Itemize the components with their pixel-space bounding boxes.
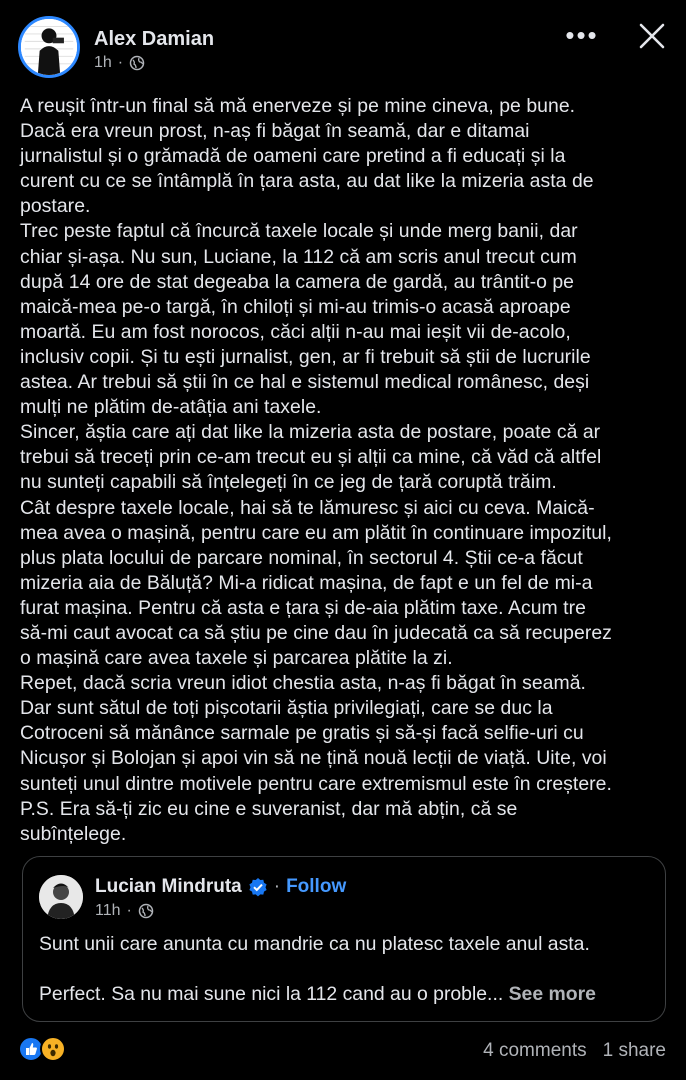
shared-author-row	[95, 876, 346, 898]
shared-time[interactable]: 11h	[95, 902, 121, 919]
follow-button[interactable]: Follow	[286, 876, 347, 897]
shared-meta	[95, 902, 154, 920]
close-icon	[632, 16, 672, 56]
reactions-summary[interactable]	[18, 1036, 74, 1064]
post-meta	[94, 54, 145, 72]
author-avatar[interactable]	[18, 16, 80, 78]
more-options-button[interactable]: •••	[565, 20, 599, 50]
close-button[interactable]	[632, 16, 672, 56]
shared-text-line-2	[39, 983, 596, 1006]
post-time[interactable]: 1h	[94, 54, 112, 71]
dot-separator: ·	[126, 902, 132, 919]
engagement-counts	[483, 1040, 666, 1062]
comments-count[interactable]: 4 comments	[483, 1040, 587, 1061]
wow-reaction-icon	[40, 1036, 66, 1062]
shared-text-line-1: Sunt unii care anunta cu mandrie ca nu platesc taxele anul asta.	[39, 933, 590, 955]
follow-separator: ·	[273, 876, 281, 897]
verified-icon	[248, 877, 268, 897]
see-more-link[interactable]: See more	[508, 983, 596, 1005]
shared-author-name[interactable]: Lucian Mindruta	[95, 876, 242, 897]
post-body-text: A reușit într-un final să mă enerveze și pe mine cineva, pe bune. Dacă era vreun prost, n-aș fi băgat în seamă, dar e ditamai jurnalistul și o grămadă de oameni care pretind a fi educați și la curent cu ce se întâmplă în țara asta, au dat like la mizeria asta de postare. Trec peste faptul că încurcă taxele locale și unde merg banii, dar chiar și-așa. Nu sun, Luciane, la 112 că am scris anul trecut cum după 14 ore de stat degeaba la camera de gardă, au trântit-o pe maică-mea pe-o targă, în chiloți și mi-au trimis-o acasă aproape moartă. Eu am fost norocos, căci alții n-au mai ieșit vii de-acolo, inclusiv copii. Și tu ești jurnalist, gen, ar fi trebuit să știi de lucrurile astea. Ar trebui să știi în ce hal e sistemul medical românesc, deși mulți ne plătim de-atâția ani taxele. Sincer, ăștia care ați dat like la mizeria asta de postare, poate că ar trebui să treceți prin ce-am trecut eu și alții ca mine, că văd că altfel nu sunteți capabili să înțelegeți în ce jeg de țară coruptă trăim. Cât despre taxele locale, hai să te lămuresc și aici cu ceva. Maică- mea avea o mașină, pentru care eu am plătit în continuare impozitul, plus plata locului de parcare nominal, în sectorul 4. Știi ce-a făcut mizeria aia de Băluță? Mi-a ridicat mașina, de fapt e un fel de mi-a furat mașina. Pentru că asta e țara și de-aia plătim taxe. Acum tre să-mi caut avocat ca să știu pe cine dau în judecată ca să recuperez o mașină care avea taxele și parcarea plătite la zi. Repet, dacă scria vreun idiot chestia asta, n-aș fi băgat în seamă. Dar sunt sătul de toți pișcotarii ăștia privilegiați, care se duc la Cotroceni să mănânce sarmale pe gratis și să-și facă selfie-uri cu Nicușor și Bolojan și apoi vin să ne țină nouă lecții de viață. Uite, voi sunteți unul dintre motivele pentru care extremismul este în creștere. P.S. Era să-ți zic eu cine e suveranist, dar mă abțin, că se subînțelege.	[20, 95, 612, 845]
shared-post-card[interactable]	[22, 856, 666, 1022]
shared-author-avatar[interactable]	[39, 875, 83, 919]
globe-icon	[129, 55, 145, 71]
post-header	[0, 0, 686, 90]
dot-separator: ·	[117, 54, 124, 71]
shares-count[interactable]: 1 share	[602, 1040, 666, 1061]
shared-text-truncated: Perfect. Sa nu mai sune nici la 112 cand au o proble...	[39, 983, 504, 1005]
author-name[interactable]: Alex Damian	[94, 28, 215, 50]
globe-icon	[138, 903, 154, 919]
post-footer	[0, 1032, 686, 1072]
